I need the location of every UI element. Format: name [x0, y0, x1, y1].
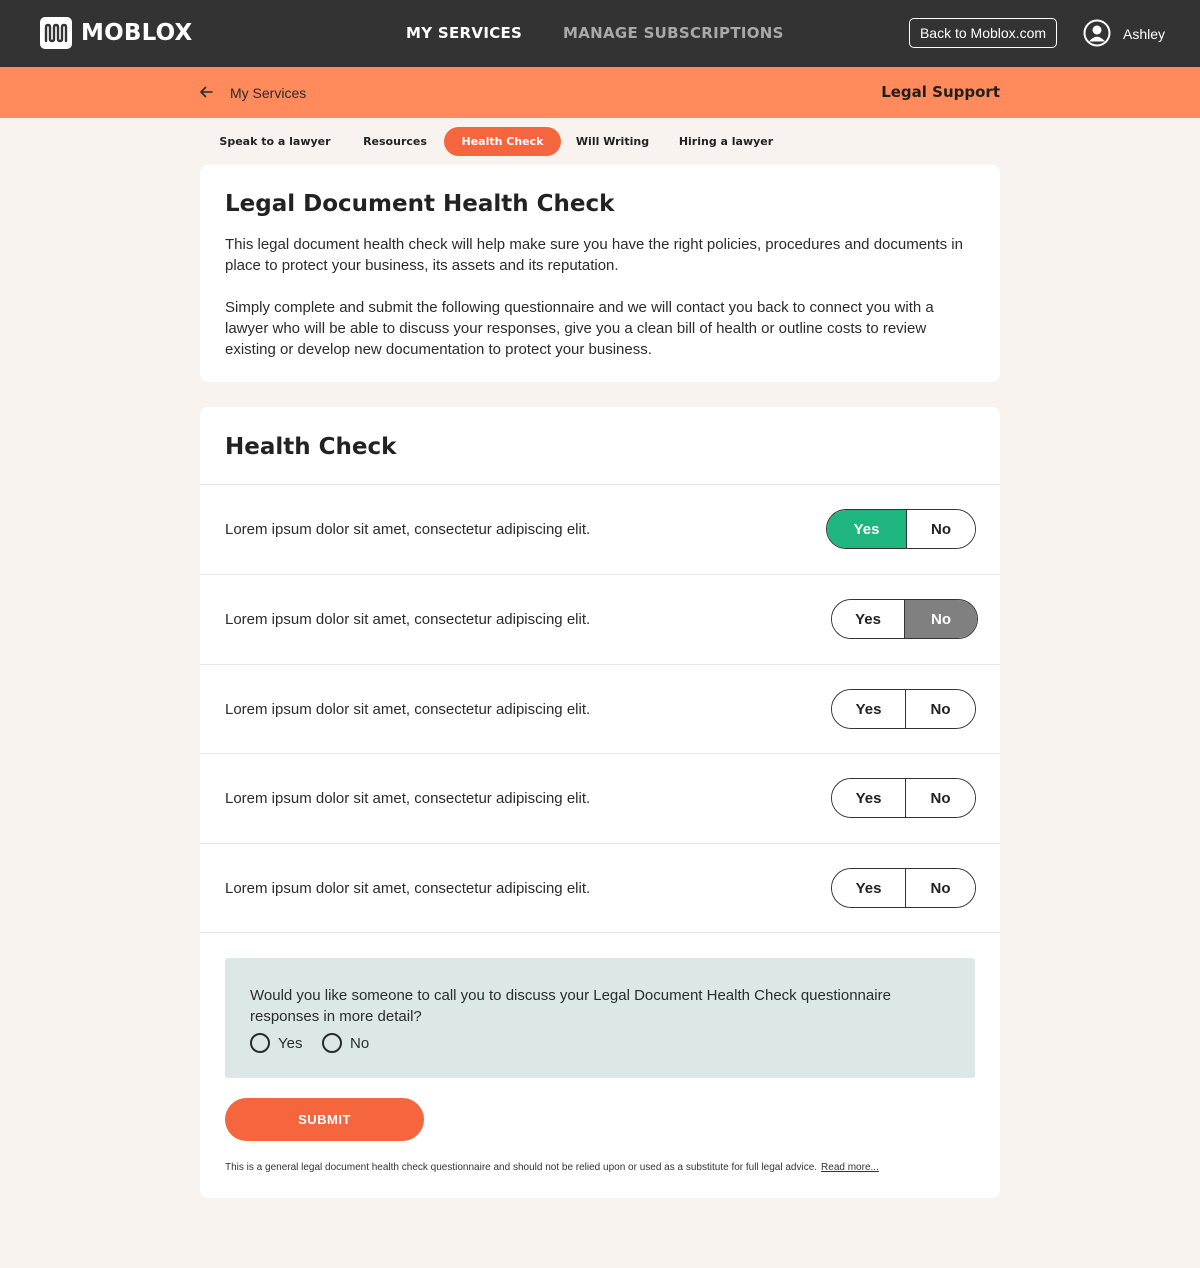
- question-text: Lorem ipsum dolor sit amet, consectetur adipiscing elit.: [225, 701, 591, 718]
- no-button[interactable]: No: [907, 510, 975, 548]
- page-section-title: Legal Support: [881, 83, 1000, 101]
- submit-button[interactable]: SUBMIT: [225, 1098, 424, 1141]
- yes-button[interactable]: Yes: [827, 510, 906, 548]
- page-title: Legal Document Health Check: [225, 191, 615, 217]
- user-circle-icon[interactable]: [1083, 19, 1111, 47]
- no-button[interactable]: No: [905, 600, 977, 638]
- arrow-left-icon[interactable]: [198, 84, 214, 100]
- read-more-link[interactable]: Read more...: [821, 1162, 879, 1173]
- tab-speak-to-a-lawyer[interactable]: Speak to a lawyer: [219, 135, 331, 148]
- intro-paragraph-1: This legal document health check will help make sure you have the right policies, procedures and documents in place to protect your business, its assets and its reputation.: [225, 236, 963, 274]
- divider: [200, 932, 1000, 933]
- yes-no-toggle: [831, 689, 976, 729]
- no-button[interactable]: No: [906, 690, 975, 728]
- question-text: Lorem ipsum dolor sit amet, consectetur adipiscing elit.: [225, 521, 591, 538]
- yes-button[interactable]: Yes: [832, 869, 905, 907]
- question-row: [200, 753, 1000, 843]
- moblox-logo-icon: [40, 17, 72, 49]
- tab-health-check[interactable]: Health Check: [444, 127, 561, 156]
- intro-card: [200, 165, 1000, 382]
- radio-label-no: No: [350, 1034, 370, 1052]
- question-text: Lorem ipsum dolor sit amet, consectetur adipiscing elit.: [225, 880, 591, 897]
- moblox-logo[interactable]: [40, 16, 192, 50]
- no-button[interactable]: No: [906, 869, 975, 907]
- tab-hiring-a-lawyer[interactable]: Hiring a lawyer: [678, 135, 774, 148]
- disclaimer-text: This is a general legal document health check questionnaire and should not be relied upon or used as a substitute for full legal advice.: [225, 1162, 818, 1173]
- tab-will-writing[interactable]: Will Writing: [575, 135, 650, 148]
- yes-no-toggle: [831, 778, 976, 818]
- disclaimer: [225, 1162, 879, 1173]
- user-name[interactable]: Ashley: [1123, 26, 1166, 42]
- callback-question: Would you like someone to call you to discuss your Legal Document Health Check questionnaire responses in more detail?: [250, 987, 891, 1025]
- no-button[interactable]: No: [906, 779, 975, 817]
- question-text: Lorem ipsum dolor sit amet, consectetur adipiscing elit.: [225, 790, 591, 807]
- section-header-bar: [0, 67, 1200, 118]
- tab-resources[interactable]: Resources: [363, 135, 427, 148]
- question-text: Lorem ipsum dolor sit amet, consectetur adipiscing elit.: [225, 611, 591, 628]
- radio-button-yes[interactable]: [250, 1033, 270, 1053]
- question-row: [200, 574, 1000, 664]
- radio-label-yes: Yes: [278, 1034, 303, 1052]
- question-row: [200, 843, 1000, 933]
- callback-no-option[interactable]: [322, 1033, 369, 1053]
- yes-button[interactable]: Yes: [832, 779, 905, 817]
- yes-no-toggle: [831, 868, 976, 908]
- brand-name: MOBLOX: [81, 20, 193, 46]
- intro-paragraph-2: Simply complete and submit the following questionnaire and we will contact you back to connect you with a lawyer who will be able to discuss your responses, give you a clean bill of health or outline costs to review existing or develop new documentation to protect your business.: [225, 299, 934, 358]
- callback-yes-option[interactable]: [250, 1033, 302, 1053]
- question-row: [200, 664, 1000, 754]
- health-check-card: [200, 407, 1000, 1198]
- breadcrumb-my-services[interactable]: My Services: [230, 85, 307, 101]
- nav-my-services[interactable]: MY SERVICES: [406, 24, 523, 42]
- yes-button[interactable]: Yes: [832, 600, 904, 638]
- yes-no-toggle: [826, 509, 976, 549]
- health-check-title: Health Check: [225, 434, 397, 460]
- yes-button[interactable]: Yes: [832, 690, 905, 728]
- question-row: [200, 484, 1000, 574]
- yes-no-toggle: [831, 599, 978, 639]
- top-navigation-bar: [0, 0, 1200, 67]
- callback-request-panel: [225, 958, 975, 1078]
- nav-manage-subscriptions[interactable]: MANAGE SUBSCRIPTIONS: [563, 24, 784, 42]
- radio-button-no[interactable]: [322, 1033, 342, 1053]
- back-to-moblox-button[interactable]: Back to Moblox.com: [909, 18, 1057, 48]
